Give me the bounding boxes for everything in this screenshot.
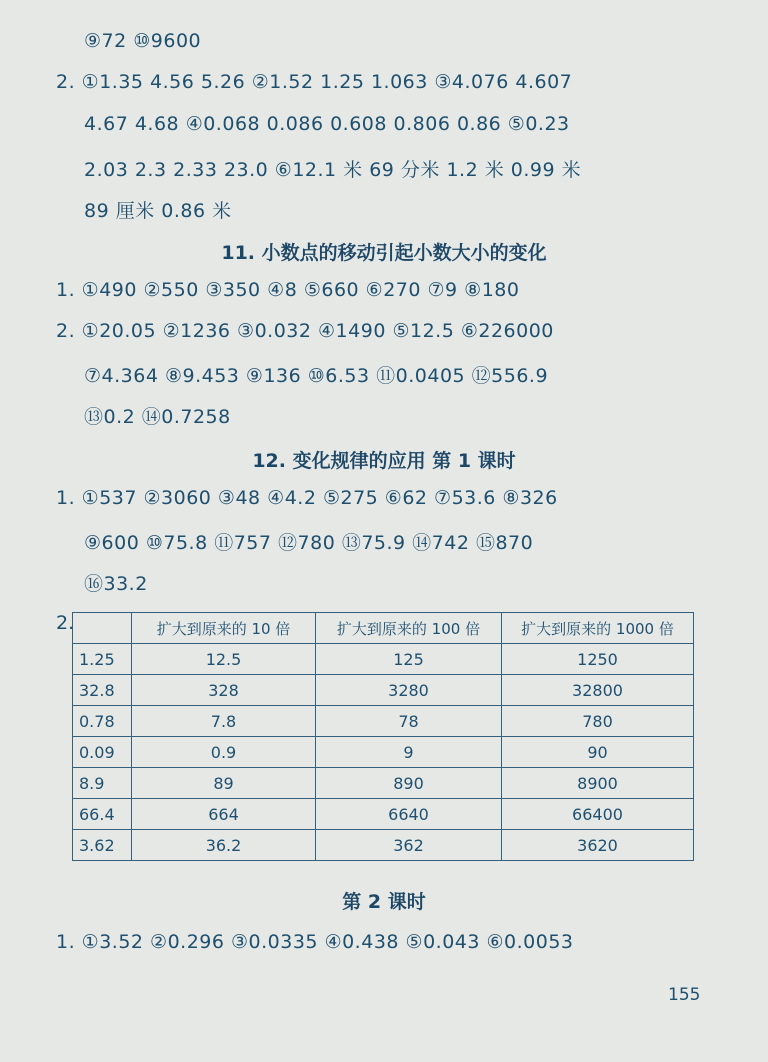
section-12-q1-line-1: 1. ①537 ②3060 ③48 ④4.2 ⑤275 ⑥62 ⑦53.6 ⑧326: [56, 487, 558, 509]
section-12-q1-line-3: ⑯33.2: [84, 573, 148, 595]
table-row: [73, 737, 694, 768]
table-header-cell: 扩大到原来的 1000 倍: [502, 613, 694, 644]
lesson-2-q1: 1. ①3.52 ②0.296 ③0.0335 ④0.438 ⑤0.043 ⑥0.0053: [56, 931, 574, 953]
section-11-title: 11. 小数点的移动引起小数大小的变化: [221, 242, 547, 264]
multiplication-table: [72, 612, 694, 861]
table-cell: 9: [316, 737, 502, 768]
table-cell: 125: [316, 644, 502, 675]
table-cell: 66.4: [73, 799, 132, 830]
table-cell: 362: [316, 830, 502, 861]
table-cell: 0.78: [73, 706, 132, 737]
table-cell: 1.25: [73, 644, 132, 675]
table-header-cell: 扩大到原来的 10 倍: [132, 613, 316, 644]
table-header-row: [73, 613, 694, 644]
section-11-q2-line-1: 2. ①20.05 ②1236 ③0.032 ④1490 ⑤12.5 ⑥226000: [56, 320, 554, 342]
lesson-2-title: 第 2 课时: [342, 891, 426, 913]
table-cell: 780: [502, 706, 694, 737]
answer-line-5: 89 厘米 0.86 米: [84, 200, 232, 222]
table-cell: 89: [132, 768, 316, 799]
table-cell: 90: [502, 737, 694, 768]
table-header-cell: 扩大到原来的 100 倍: [316, 613, 502, 644]
table-row: [73, 675, 694, 706]
table-cell: 66400: [502, 799, 694, 830]
table-cell: 8.9: [73, 768, 132, 799]
table-cell: 7.8: [132, 706, 316, 737]
answer-line-1: ⑨72 ⑩9600: [84, 30, 202, 52]
table-cell: 8900: [502, 768, 694, 799]
section-12-q1-line-2: ⑨600 ⑩75.8 ⑪757 ⑫780 ⑬75.9 ⑭742 ⑮870: [84, 532, 534, 554]
section-12-title: 12. 变化规律的应用 第 1 课时: [252, 450, 516, 472]
table-cell: 3.62: [73, 830, 132, 861]
table-cell: 12.5: [132, 644, 316, 675]
table-row: [73, 768, 694, 799]
table-row: [73, 644, 694, 675]
table-cell: 3280: [316, 675, 502, 706]
table-cell: 32800: [502, 675, 694, 706]
table-row: [73, 799, 694, 830]
table-row: [73, 830, 694, 861]
answer-line-4: 2.03 2.3 2.33 23.0 ⑥12.1 米 69 分米 1.2 米 0.99 米: [84, 159, 582, 181]
answer-line-2: 2. ①1.35 4.56 5.26 ②1.52 1.25 1.063 ③4.076 4.607: [56, 71, 573, 93]
table-cell: 3620: [502, 830, 694, 861]
table-cell: 890: [316, 768, 502, 799]
section-12-q2-label: 2.: [56, 612, 75, 634]
table-header-cell: [73, 613, 132, 644]
answer-line-3: 4.67 4.68 ④0.068 0.086 0.608 0.806 0.86 ⑤0.23: [84, 113, 570, 135]
table-row: [73, 706, 694, 737]
table-cell: 0.09: [73, 737, 132, 768]
table-cell: 0.9: [132, 737, 316, 768]
table-cell: 32.8: [73, 675, 132, 706]
table-cell: 328: [132, 675, 316, 706]
section-11-q1: 1. ①490 ②550 ③350 ④8 ⑤660 ⑥270 ⑦9 ⑧180: [56, 279, 520, 301]
table-cell: 36.2: [132, 830, 316, 861]
section-11-q2-line-3: ⑬0.2 ⑭0.7258: [84, 406, 231, 428]
table-cell: 1250: [502, 644, 694, 675]
table-cell: 78: [316, 706, 502, 737]
page-number: 155: [668, 985, 701, 1005]
table-cell: 664: [132, 799, 316, 830]
table-cell: 6640: [316, 799, 502, 830]
section-11-q2-line-2: ⑦4.364 ⑧9.453 ⑨136 ⑩6.53 ⑪0.0405 ⑫556.9: [84, 365, 549, 387]
